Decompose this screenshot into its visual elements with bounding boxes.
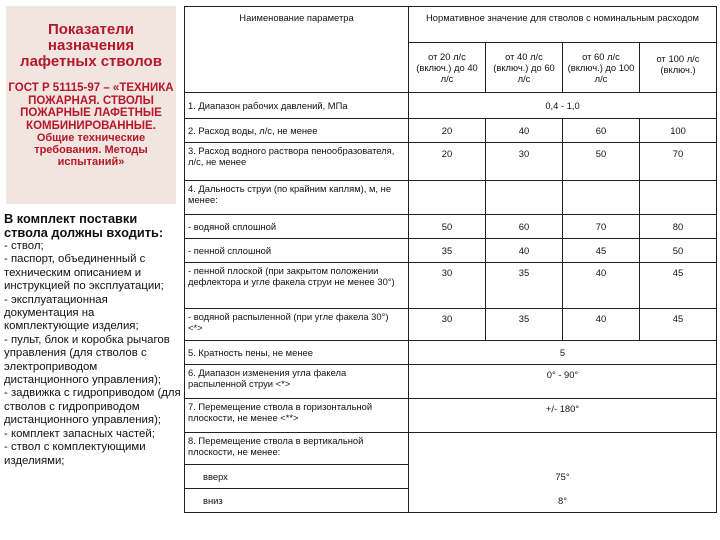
param-header: Наименование параметра [185, 7, 409, 93]
row-value: 40 [563, 263, 640, 309]
row-label: 5. Кратность пены, не менее [185, 341, 409, 365]
row-value: 5 [409, 341, 717, 365]
table-row [185, 239, 717, 263]
row-value: 30 [486, 143, 563, 181]
title-box [6, 6, 176, 204]
row-value: 0° - 90° [409, 365, 717, 399]
row-value: 35 [486, 263, 563, 309]
row-value: 30 [409, 263, 486, 309]
row-value: 60 [563, 119, 640, 143]
table-row [185, 465, 717, 489]
row-label: 7. Перемещение ствола в горизонтальной плоскости, не менее <**> [185, 399, 409, 433]
col-header-100: от 100 л/с (включ.) [640, 43, 717, 93]
row-value: 70 [640, 143, 717, 181]
row-label: вниз [185, 489, 409, 513]
row-value: 50 [409, 215, 486, 239]
row-value: 35 [409, 239, 486, 263]
standard-subtitle: Общие технические требования. Методы испытаний» [34, 132, 148, 168]
standard-title: ГОСТ Р 51115-97 – «ТЕХНИКА ПОЖАРНАЯ. СТВОЛЫ ПОЖАРНЫЕ ЛАФЕТНЫЕ КОМБИНИРОВАННЫЕ. [8, 82, 174, 132]
table-row [185, 341, 717, 365]
left-panel [0, 0, 182, 540]
table-row [185, 365, 717, 399]
norm-header: Нормативное значение для стволов с номинальным расходом [409, 7, 717, 43]
table-header-row [185, 7, 717, 43]
row-label: 3. Расход водного раствора пенообразователя, л/с, не менее [185, 143, 409, 181]
row-label: 6. Диапазон изменения угла факела распыленной струи <*> [185, 365, 409, 399]
kit-item: - эксплуатационная документация на комплектующие изделия; [4, 293, 139, 333]
row-value: 50 [640, 239, 717, 263]
kit-heading: В комплект поставки ствола должны входить: [4, 211, 164, 240]
kit-item: - задвижка с гидроприводом (для стволов с гидроприводом дистанционного управления); [4, 387, 181, 427]
row-value: 20 [409, 143, 486, 181]
row-value: 45 [563, 239, 640, 263]
row-value: 70 [563, 215, 640, 239]
kit-item: - ствол с комплектующими изделиями; [4, 441, 146, 467]
row-value: 45 [640, 263, 717, 309]
specs-table-wrap [184, 6, 716, 540]
kit-item: - паспорт, объединенный с техническим описанием и инструкцией по эксплуатации; [4, 253, 164, 293]
table-row [185, 181, 717, 215]
row-value: 35 [486, 309, 563, 341]
row-label: 2. Расход воды, л/с, не менее [185, 119, 409, 143]
table-row [185, 489, 717, 513]
page-title: Показатели назначения лафетных стволов [20, 21, 162, 70]
kit-list [4, 212, 182, 468]
row-value: 20 [409, 119, 486, 143]
row-label: - пенной плоской (при закрытом положении дефлектора и угле факела струи не менее 30°) [185, 263, 409, 309]
row-value: 45 [640, 309, 717, 341]
row-value: 8° [409, 489, 717, 513]
kit-item: - ствол; [4, 240, 44, 252]
row-label: - водяной сплошной [185, 215, 409, 239]
col-header-20-40: от 20 л/с (включ.) до 40 л/с [409, 43, 486, 93]
table-row [185, 119, 717, 143]
row-label: вверх [185, 465, 409, 489]
table-row [185, 215, 717, 239]
kit-item: - пульт, блок и коробка рычагов управления (для стволов с электроприводом дистанционного управления); [4, 333, 170, 387]
row-value: 40 [486, 239, 563, 263]
kit-item: - комплект запасных частей; [4, 427, 155, 440]
row-value: 30 [409, 309, 486, 341]
table-row [185, 93, 717, 119]
row-value: 50 [563, 143, 640, 181]
row-value: 75° [409, 465, 717, 489]
table-row [185, 263, 717, 309]
row-value: 40 [563, 309, 640, 341]
row-value: 40 [486, 119, 563, 143]
table-row [185, 433, 717, 465]
row-label: - пенной сплошной [185, 239, 409, 263]
row-value: 100 [640, 119, 717, 143]
row-value: 0,4 - 1,0 [409, 93, 717, 119]
col-header-60-100: от 60 л/с (включ.) до 100 л/с [563, 43, 640, 93]
row-label: 8. Перемещение ствола в вертикальной плоскости, не менее: [185, 433, 409, 465]
table-row [185, 399, 717, 433]
table-row [185, 143, 717, 181]
table-row [185, 309, 717, 341]
row-value: 60 [486, 215, 563, 239]
row-label: 1. Диапазон рабочих давлений, МПа [185, 93, 409, 119]
row-value: +/- 180° [409, 399, 717, 433]
col-header-40-60: от 40 л/с (включ.) до 60 л/с [486, 43, 563, 93]
row-label: 4. Дальность струи (по крайним каплям), м, не менее: [185, 181, 409, 215]
row-label: - водяной распыленной (при угле факела 30°) <*> [185, 309, 409, 341]
row-value: 80 [640, 215, 717, 239]
specs-table [184, 6, 717, 513]
